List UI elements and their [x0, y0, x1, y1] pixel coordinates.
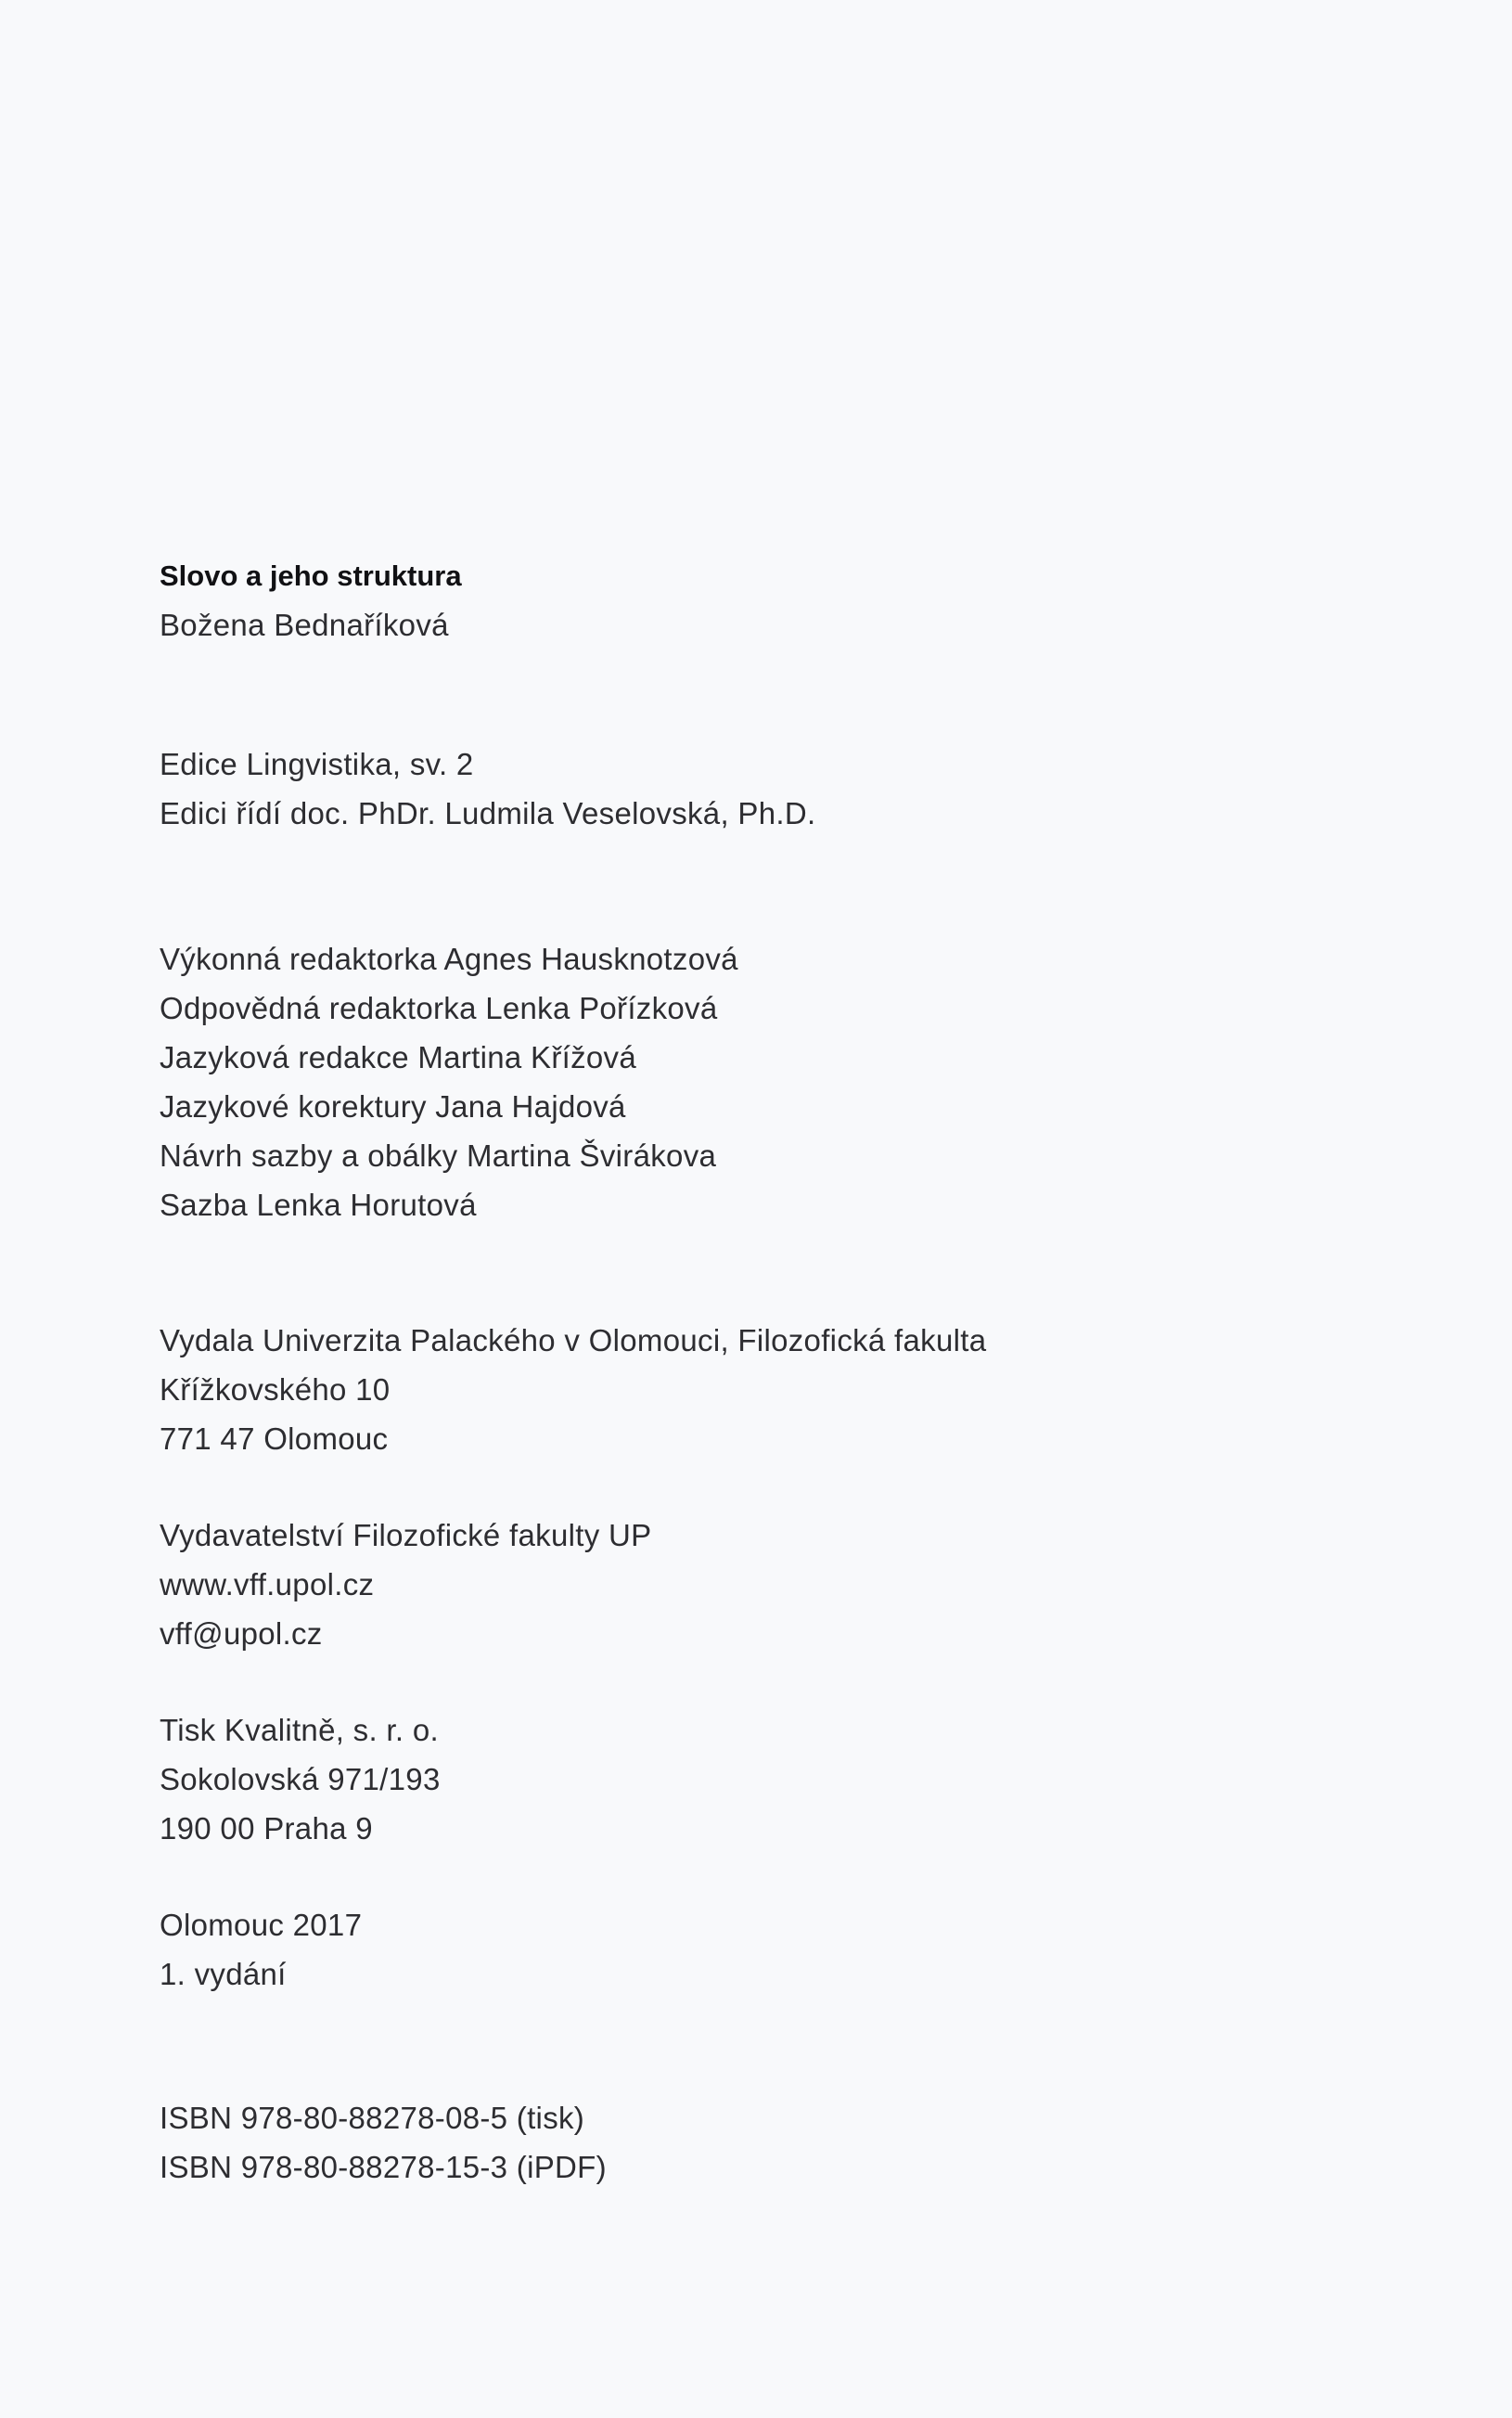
press-line: Vydavatelství Filozofické fakulty UP [160, 1518, 652, 1552]
press-website: www.vff.upol.cz [160, 1567, 375, 1601]
publisher-line: Křížkovského 10 [160, 1372, 391, 1407]
printer-line: Tisk Kvalitně, s. r. o. [160, 1713, 439, 1747]
publisher-info [160, 1316, 986, 1463]
book-title: Slovo a jeho struktura [160, 559, 462, 592]
printer-info [160, 1705, 441, 1853]
press-info [160, 1511, 651, 1658]
publisher-line: Vydala Univerzita Palackého v Olomouci, Filozofická fakulta [160, 1323, 987, 1357]
printer-line: 190 00 Praha 9 [160, 1811, 373, 1846]
publisher-line: 771 47 Olomouc [160, 1421, 389, 1456]
credit-line: Odpovědná redaktorka Lenka Pořízková [160, 991, 718, 1025]
edition-info [160, 740, 815, 838]
book-author: Božena Bednaříková [160, 608, 449, 642]
credit-line: Jazyková redakce Martina Křížová [160, 1040, 636, 1074]
book-info [160, 551, 462, 650]
imprint-line: Olomouc 2017 [160, 1908, 363, 1942]
series-line: Edice Lingvistika, sv. 2 [160, 747, 474, 781]
isbn-info [160, 2093, 607, 2192]
credit-line: Sazba Lenka Horutová [160, 1188, 477, 1222]
printer-line: Sokolovská 971/193 [160, 1762, 441, 1796]
isbn-line: ISBN 978-80-88278-08-5 (tisk) [160, 2101, 585, 2135]
credit-line: Výkonná redaktorka Agnes Hausknotzová [160, 942, 738, 976]
series-editor-line: Edici řídí doc. PhDr. Ludmila Veselovská, Ph.D. [160, 796, 816, 830]
credit-line: Jazykové korektury Jana Hajdová [160, 1089, 626, 1124]
credit-line: Návrh sazby a obálky Martina Švirákova [160, 1138, 717, 1173]
imprint-info [160, 1900, 362, 1999]
isbn-line: ISBN 978-80-88278-15-3 (iPDF) [160, 2150, 607, 2184]
press-email: vff@upol.cz [160, 1616, 323, 1651]
imprint-line: 1. vydání [160, 1957, 287, 1991]
credits-list [160, 934, 738, 1229]
